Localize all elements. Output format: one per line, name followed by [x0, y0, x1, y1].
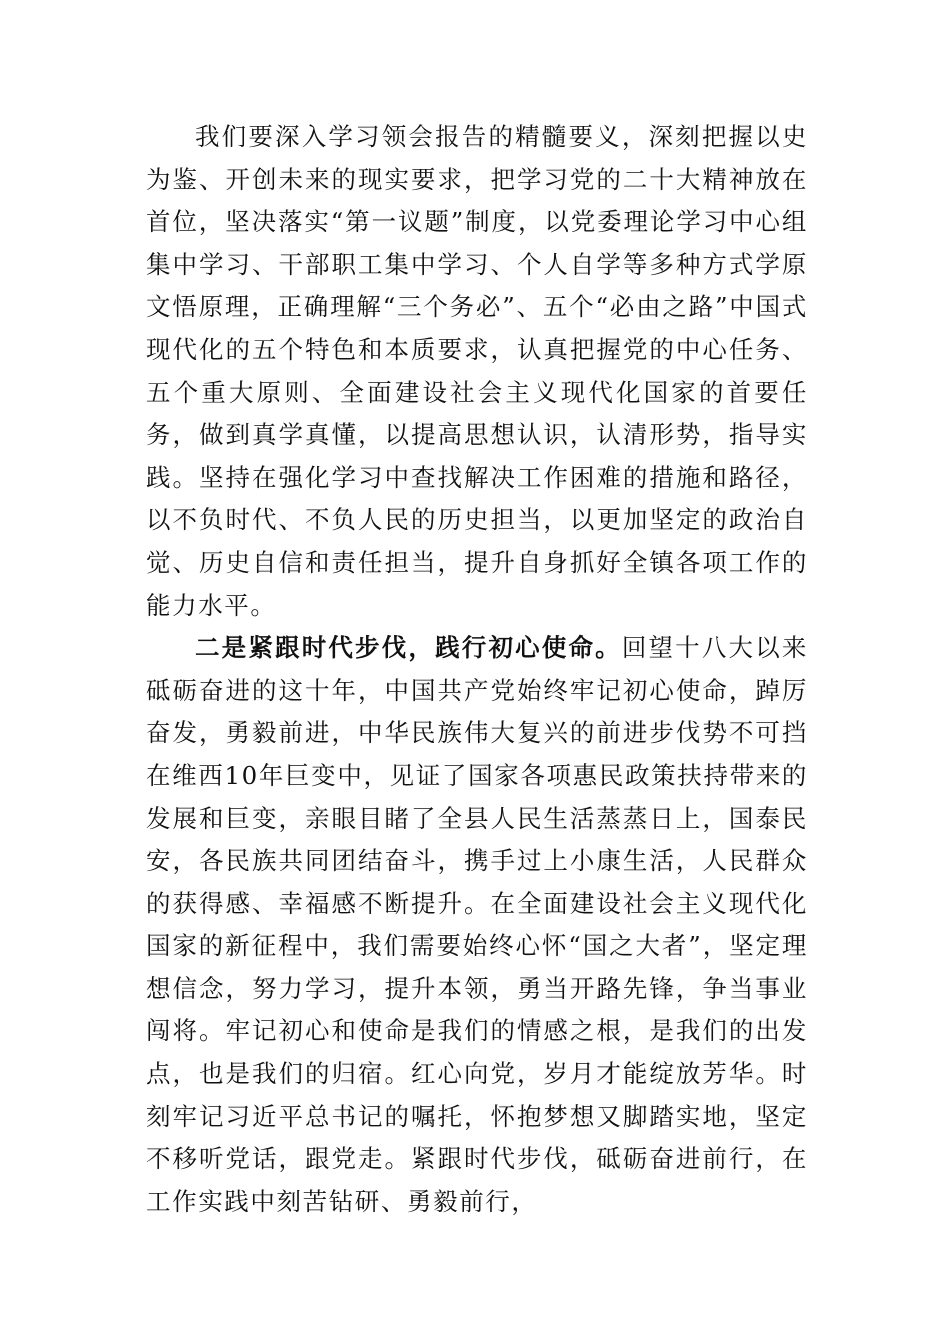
paragraph-lead-heading: 二是紧跟时代步伐，践行初心使命。: [195, 633, 622, 663]
document-body: [146, 116, 808, 1223]
paragraph-text: 回望十八大以来砥砺奋进的这十年，中国共产党始终牢记初心使命，踔厉奋发，勇毅前进，中华民族伟大复兴的前进步伐势不可挡在维西10年巨变中，见证了国家各项惠民政策扶持带来的发展和巨变，亲眼目睹了全县人民生活蒸蒸日上，国泰民安，各民族共同团结奋斗，携手过上小康生活，人民群众的获得感、幸福感不断提升。在全面建设社会主义现代化国家的新征程中，我们需要始终心怀“国之大者”，坚定理想信念，努力学习，提升本领，勇当开路先锋，争当事业闯将。牢记初心和使命是我们的情感之根，是我们的出发点，也是我们的归宿。红心向党，岁月才能绽放芳华。时刻牢记习近平总书记的嘱托，怀抱梦想又脚踏实地，坚定不移听党话，跟党走。紧跟时代步伐，砥砺奋进前行，在工作实践中刻苦钻研、勇毅前行，: [146, 633, 808, 1216]
paragraph-keep-pace: [146, 627, 808, 1223]
paragraph-text: 我们要深入学习领会报告的精髓要义，深刻把握以史为鉴、开创未来的现实要求，把学习党的二十大精神放在首位，坚决落实“第一议题”制度，以党委理论学习中心组集中学习、干部职工集中学习、个人自学等多种方式学原文悟原理，正确理解“三个务必”、五个“必由之路”中国式现代化的五个特色和本质要求，认真把握党的中心任务、五个重大原则、全面建设社会主义现代化国家的首要任务，做到真学真懂，以提高思想认识，认清形势，指导实践。坚持在强化学习中查找解决工作困难的措施和路径，以不负时代、不负人民的历史担当，以更加坚定的政治自觉、历史自信和责任担当，提升自身抓好全镇各项工作的能力水平。: [146, 122, 808, 620]
paragraph-study-report: [146, 116, 808, 627]
